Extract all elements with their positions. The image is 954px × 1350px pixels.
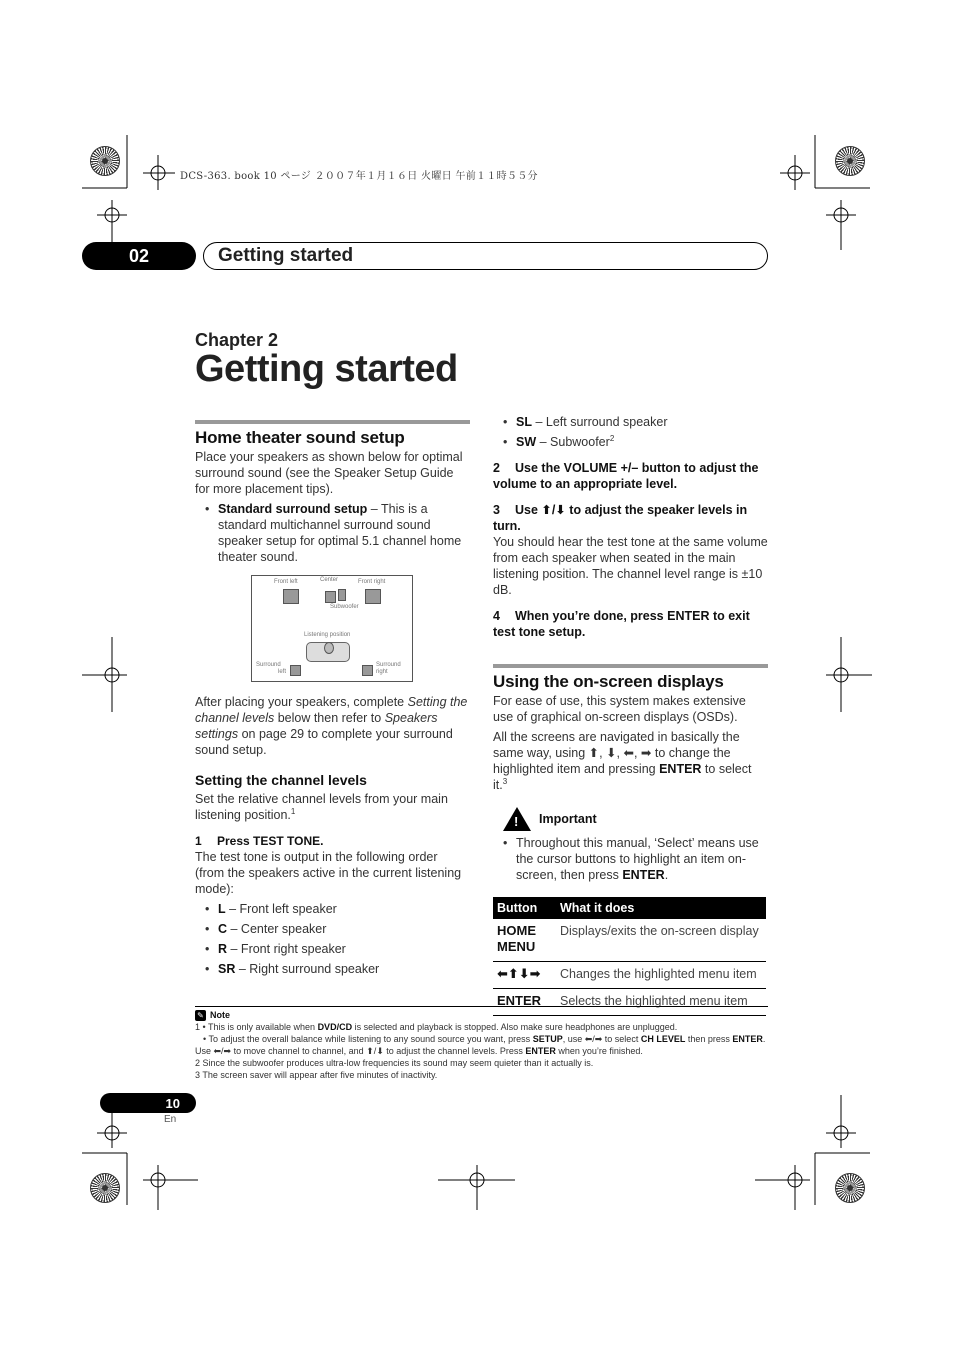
front-right-label: Front right	[358, 579, 386, 585]
listening-position-label: Listening position	[304, 632, 351, 638]
front-left-label: Front left	[274, 579, 298, 585]
chapter-label: Chapter 2	[195, 330, 279, 350]
speaker-order-list-continued	[493, 414, 768, 450]
note-1b: • To adjust the overall balance while listening to any sound source you want, press SETUP, use ⬅/➡ to select CH LEVEL then press ENTER. Use ⬅/➡ to move channel to channel, and ⬆/⬇ to adjust the channel levels. Press ENTER when you’re finished.	[195, 1034, 766, 1056]
speaker-list-item: • R – Front right speaker	[205, 941, 470, 957]
surround-right-label: Surround right	[376, 662, 401, 675]
table-header-button: Button	[493, 897, 556, 919]
home-theater-intro: Place your speakers as shown below for optimal surround sound (see the Speaker Setup Guide for more placement tips).	[195, 450, 463, 496]
osd-intro: For ease of use, this system makes extensive use of graphical on-screen displays (OSDs).	[493, 694, 746, 724]
surround-right-speaker	[362, 665, 373, 676]
step-1: 1 Press TEST TONE.	[195, 834, 324, 848]
reg-target-1	[143, 155, 175, 190]
step-2: 2 Use the VOLUME +/– button to adjust the volume to an appropriate level.	[493, 461, 759, 491]
speaker-list-item: • SR – Right surround speaker	[205, 961, 470, 977]
note-2: 2 Since the subwoofer produces ultra-low frequencies its sound may seem quieter than it actually is.	[195, 1058, 594, 1068]
subwoofer-label: Subwoofer	[330, 604, 359, 610]
channel-levels-intro: Set the relative channel levels from your main listening position.$^1$	[195, 792, 448, 822]
notes-area	[195, 1006, 768, 1081]
note-icon: ✎	[195, 1010, 206, 1021]
list-item: • Throughout this manual, ‘Select’ means use the cursor buttons to highlight an item on-screen, then press ENTER.	[503, 835, 768, 883]
chapter-tab-title: Getting started	[203, 242, 768, 270]
print-header: DCS-363. book 10 ページ ２００７年１月１６日 火曜日 午前１１時５５分	[180, 171, 538, 182]
listener-head	[324, 642, 334, 654]
section-title-channel-levels: Setting the channel levels	[195, 772, 367, 788]
chapter-title: Getting started	[195, 348, 458, 390]
right-column	[493, 412, 768, 1016]
center-speaker	[325, 591, 336, 603]
table-cell-button: ⬅⬆⬇➡	[493, 962, 556, 989]
speaker-list-item: • C – Center speaker	[205, 921, 470, 937]
subwoofer-speaker	[338, 589, 346, 601]
note-heading: ✎ Note	[195, 1009, 768, 1021]
left-column	[195, 420, 470, 981]
important-list	[493, 835, 768, 883]
speaker-list-item: • SW – Subwoofer$^2$	[503, 434, 768, 450]
table-cell-function: Selects the highlighted menu item	[556, 989, 766, 1016]
section-rule	[195, 420, 470, 424]
speaker-list-item: • SL – Left surround speaker	[503, 414, 768, 430]
section-rule	[493, 664, 768, 668]
section-title-osd: Using the on-screen displays	[493, 672, 724, 691]
list-item: • Standard surround setup – This is a standard multichannel surround sound speaker setup for optimal 5.1 channel home theater sound.	[205, 501, 470, 565]
section-title-home-theater: Home theater sound setup	[195, 428, 405, 447]
table-row	[493, 919, 766, 962]
warning-icon: !	[503, 807, 531, 831]
table-row	[493, 962, 766, 989]
front-right-speaker	[365, 589, 381, 604]
note-1a: 1 • This is only available when DVD/CD is selected and playback is stopped. Also make sure headphones are unplugged.	[195, 1022, 678, 1032]
arrow-keys-icon: ⬆, ⬇, ⬅, ➡	[588, 746, 652, 760]
button-function-table	[493, 897, 766, 1016]
center-label: Center	[320, 577, 339, 583]
table-cell-function: Displays/exits the on-screen display	[556, 919, 766, 962]
table-cell-button: ENTER	[493, 989, 556, 1016]
table-cell-button: HOME MENU	[493, 919, 556, 962]
step-1-text: The test tone is output in the following order (from the speakers active in the current listening mode):	[195, 850, 462, 896]
osd-navigation-text: All the screens are navigated in basically the same way, using ⬆, ⬇, ⬅, ➡ to change the highlighted item and pressing ENTER to select it.$^3$	[493, 730, 752, 792]
page-number: 10	[100, 1093, 196, 1113]
speaker-order-list	[195, 901, 470, 977]
surround-left-speaker	[290, 665, 301, 676]
chapter-tab-number: 02	[82, 242, 196, 270]
important-box	[503, 807, 768, 831]
page-language: En	[164, 1114, 177, 1125]
step-4: 4 When you’re done, press ENTER to exit test tone setup.	[493, 609, 750, 639]
step-3: 3 Use ⬆/⬇ to adjust the speaker levels in turn.	[493, 503, 748, 533]
important-label: Important	[539, 812, 597, 826]
step-3-text: You should hear the test tone at the same volume from each speaker when seated in the main listening position. The channel level range is ±10 dB.	[493, 535, 768, 597]
front-left-speaker	[283, 589, 299, 604]
up-down-arrows-icon: ⬆/⬇	[541, 503, 566, 517]
table-header-function: What it does	[556, 897, 766, 919]
note-3: 3 The screen saver will appear after five minutes of inactivity.	[195, 1070, 438, 1080]
speaker-diagram	[251, 575, 413, 682]
speaker-list-item: • L – Front left speaker	[205, 901, 470, 917]
surround-left-label: Surround left	[256, 662, 287, 675]
table-cell-function: Changes the highlighted menu item	[556, 962, 766, 989]
after-placing-text: After placing your speakers, complete Setting the channel levels below then refer to Speakers settings on page 29 to complete your surround sound setup.	[195, 695, 468, 757]
setup-list	[195, 501, 470, 565]
